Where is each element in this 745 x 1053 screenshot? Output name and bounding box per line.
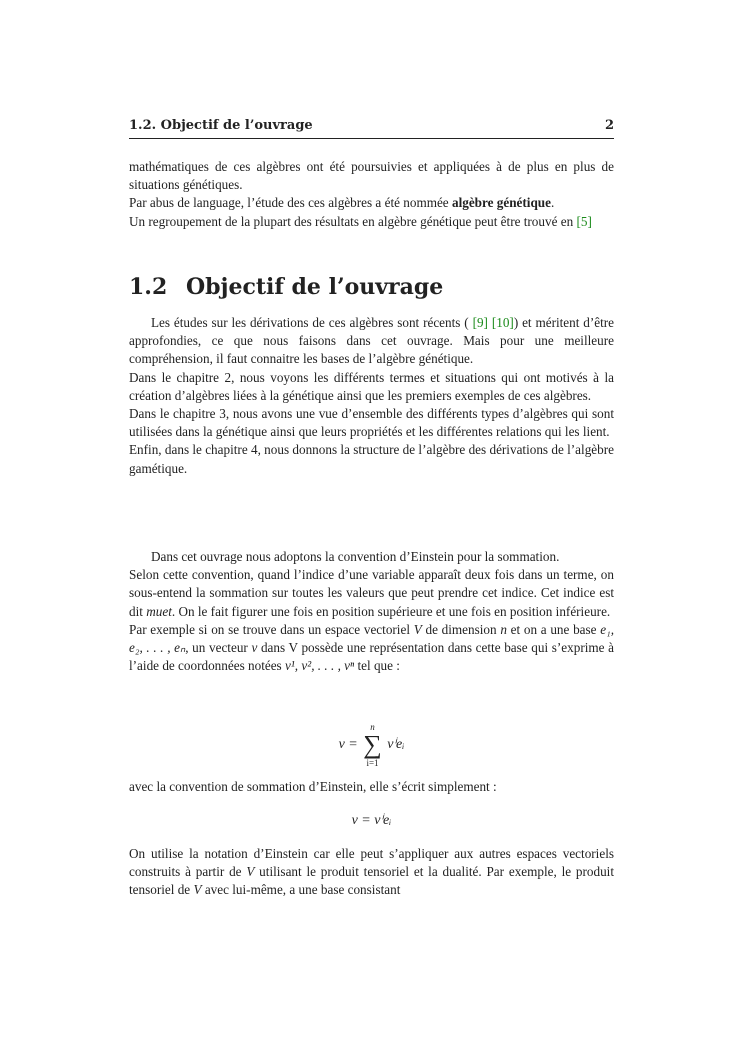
- c5-text-c: avec lui-même, a une base consistant: [201, 882, 401, 898]
- intro-p2-text: Par abus de language, l’étude des ces algèbres a été nommée: [129, 195, 452, 211]
- intro-paragraph-2: [129, 194, 614, 212]
- sigma-glyph: ∑: [363, 730, 382, 759]
- c3-text-f: tel que :: [354, 658, 400, 674]
- paragraph-notation-text: [129, 845, 614, 900]
- sum-upper-limit: n: [370, 722, 375, 732]
- paragraph-einstein: avec la convention de sommation d’Einstein, elle s’écrit simplement :: [129, 779, 497, 794]
- c5-text-b: utilisant le produit tensoriel et la dualité. Par exemple, le produit tensoriel de: [129, 864, 615, 898]
- paragraph-chapter-4: Enfin, dans le chapitre 4, nous donnons la structure de l’algèbre des dérivations de l’algèbre gamétique.: [129, 442, 614, 476]
- running-header: [129, 118, 614, 139]
- equation-sum: [129, 722, 614, 768]
- citation-link-5[interactable]: [5]: [576, 213, 592, 229]
- s1-text-end: ) et méritent d’être approfondies, ce que nous faisons dans cet ouvrage. Mais pour une meilleure compréhension, il faut connaitre les bases de l’algèbre génétique.: [129, 315, 615, 367]
- c3-text-d: , un vecteur: [185, 640, 252, 656]
- intro-p2-bold: algèbre génétique: [451, 195, 551, 211]
- c3-text-b: de dimension: [421, 621, 501, 637]
- paragraph-convention-rule: [129, 566, 614, 621]
- paragraph-studies: [129, 314, 614, 369]
- intro-paragraph-3: [129, 213, 614, 231]
- paragraph-notation: [129, 845, 614, 900]
- paragraph-convention: Dans cet ouvrage nous adoptons la convention d’Einstein pour la sommation.: [151, 549, 560, 564]
- math-V-3: V: [193, 882, 202, 898]
- emphasis-muet: muet: [146, 603, 172, 619]
- intro-p2-end: .: [550, 195, 555, 211]
- math-V-2: V: [246, 864, 255, 880]
- math-V: V: [413, 621, 422, 637]
- section-title: Objectif de l’ouvrage: [186, 274, 444, 300]
- eq2: v = vⁱeᵢ: [351, 813, 392, 828]
- paragraph-chapter-3: Dans le chapitre 3, nous avons une vue d’ensemble des différents types d’algèbres qui sont utilisées dans la génétique ainsi que leurs propriétés et les différentes relations qui les lient.: [129, 406, 614, 440]
- intro-block: [129, 158, 614, 231]
- c3-text-a: Par exemple si on se trouve dans un espace vectoriel: [129, 621, 414, 637]
- s1-text: Les études sur les dérivations de ces algèbres sont récents (: [151, 315, 473, 330]
- paragraph-chapter-2: Dans le chapitre 2, nous voyons les différents termes et situations qui ont motivés à la création d’algèbres liées à la génétique ainsi que les premiers exemples de ces algèbres.: [129, 369, 614, 403]
- convention-block: [129, 548, 614, 675]
- citation-link-10[interactable]: [10]: [491, 315, 514, 330]
- sum-lower-limit: i=1: [366, 758, 379, 768]
- page-number: 2: [604, 118, 614, 133]
- intro-paragraph-1: mathématiques de ces algèbres ont été poursuivies et appliquées à de plus en plus de situations génétiques.: [129, 159, 614, 193]
- equation-einstein: [129, 812, 614, 829]
- citation-link-9[interactable]: [9]: [472, 315, 488, 330]
- math-basis: e₁, e₂, . . . , eₙ: [129, 621, 614, 656]
- running-header-title: 1.2. Objectif de l’ouvrage: [129, 118, 313, 133]
- paragraph-example: [129, 621, 614, 676]
- section-body: [129, 314, 614, 478]
- eq1-lhs: v =: [338, 737, 358, 753]
- c5-text-a: On utilise la notation d’Einstein car elle peut s’appliquer aux autres espaces vectoriels construits à partir de: [129, 846, 614, 880]
- section-heading: [129, 274, 443, 300]
- math-coords: v¹, v², . . . , vⁿ: [285, 658, 355, 674]
- eq1-rhs: vⁱeᵢ: [387, 737, 405, 753]
- c3-text-c: et on a une base: [506, 621, 601, 637]
- math-v: v: [251, 640, 258, 656]
- summation-symbol: [363, 722, 382, 768]
- section-number: 1.2: [129, 274, 168, 300]
- c2-text-end: . On le fait figurer une fois en position supérieure et une fois en position inférieure.: [171, 603, 611, 619]
- intro-p3-text: Un regroupement de la plupart des résultats en algèbre génétique peut être trouvé en: [129, 213, 577, 229]
- c2-text: Selon cette convention, quand l’indice d’une variable apparaît deux fois dans un terme, on sous-entend la sommation sur toutes les valeurs que peut prendre cet indice. Cet indice est dit: [129, 567, 614, 619]
- c3-text-e: dans V possède une représentation dans cette base qui s’exprime à l’aide de coordonnées notées: [129, 640, 614, 674]
- math-n: n: [500, 621, 507, 637]
